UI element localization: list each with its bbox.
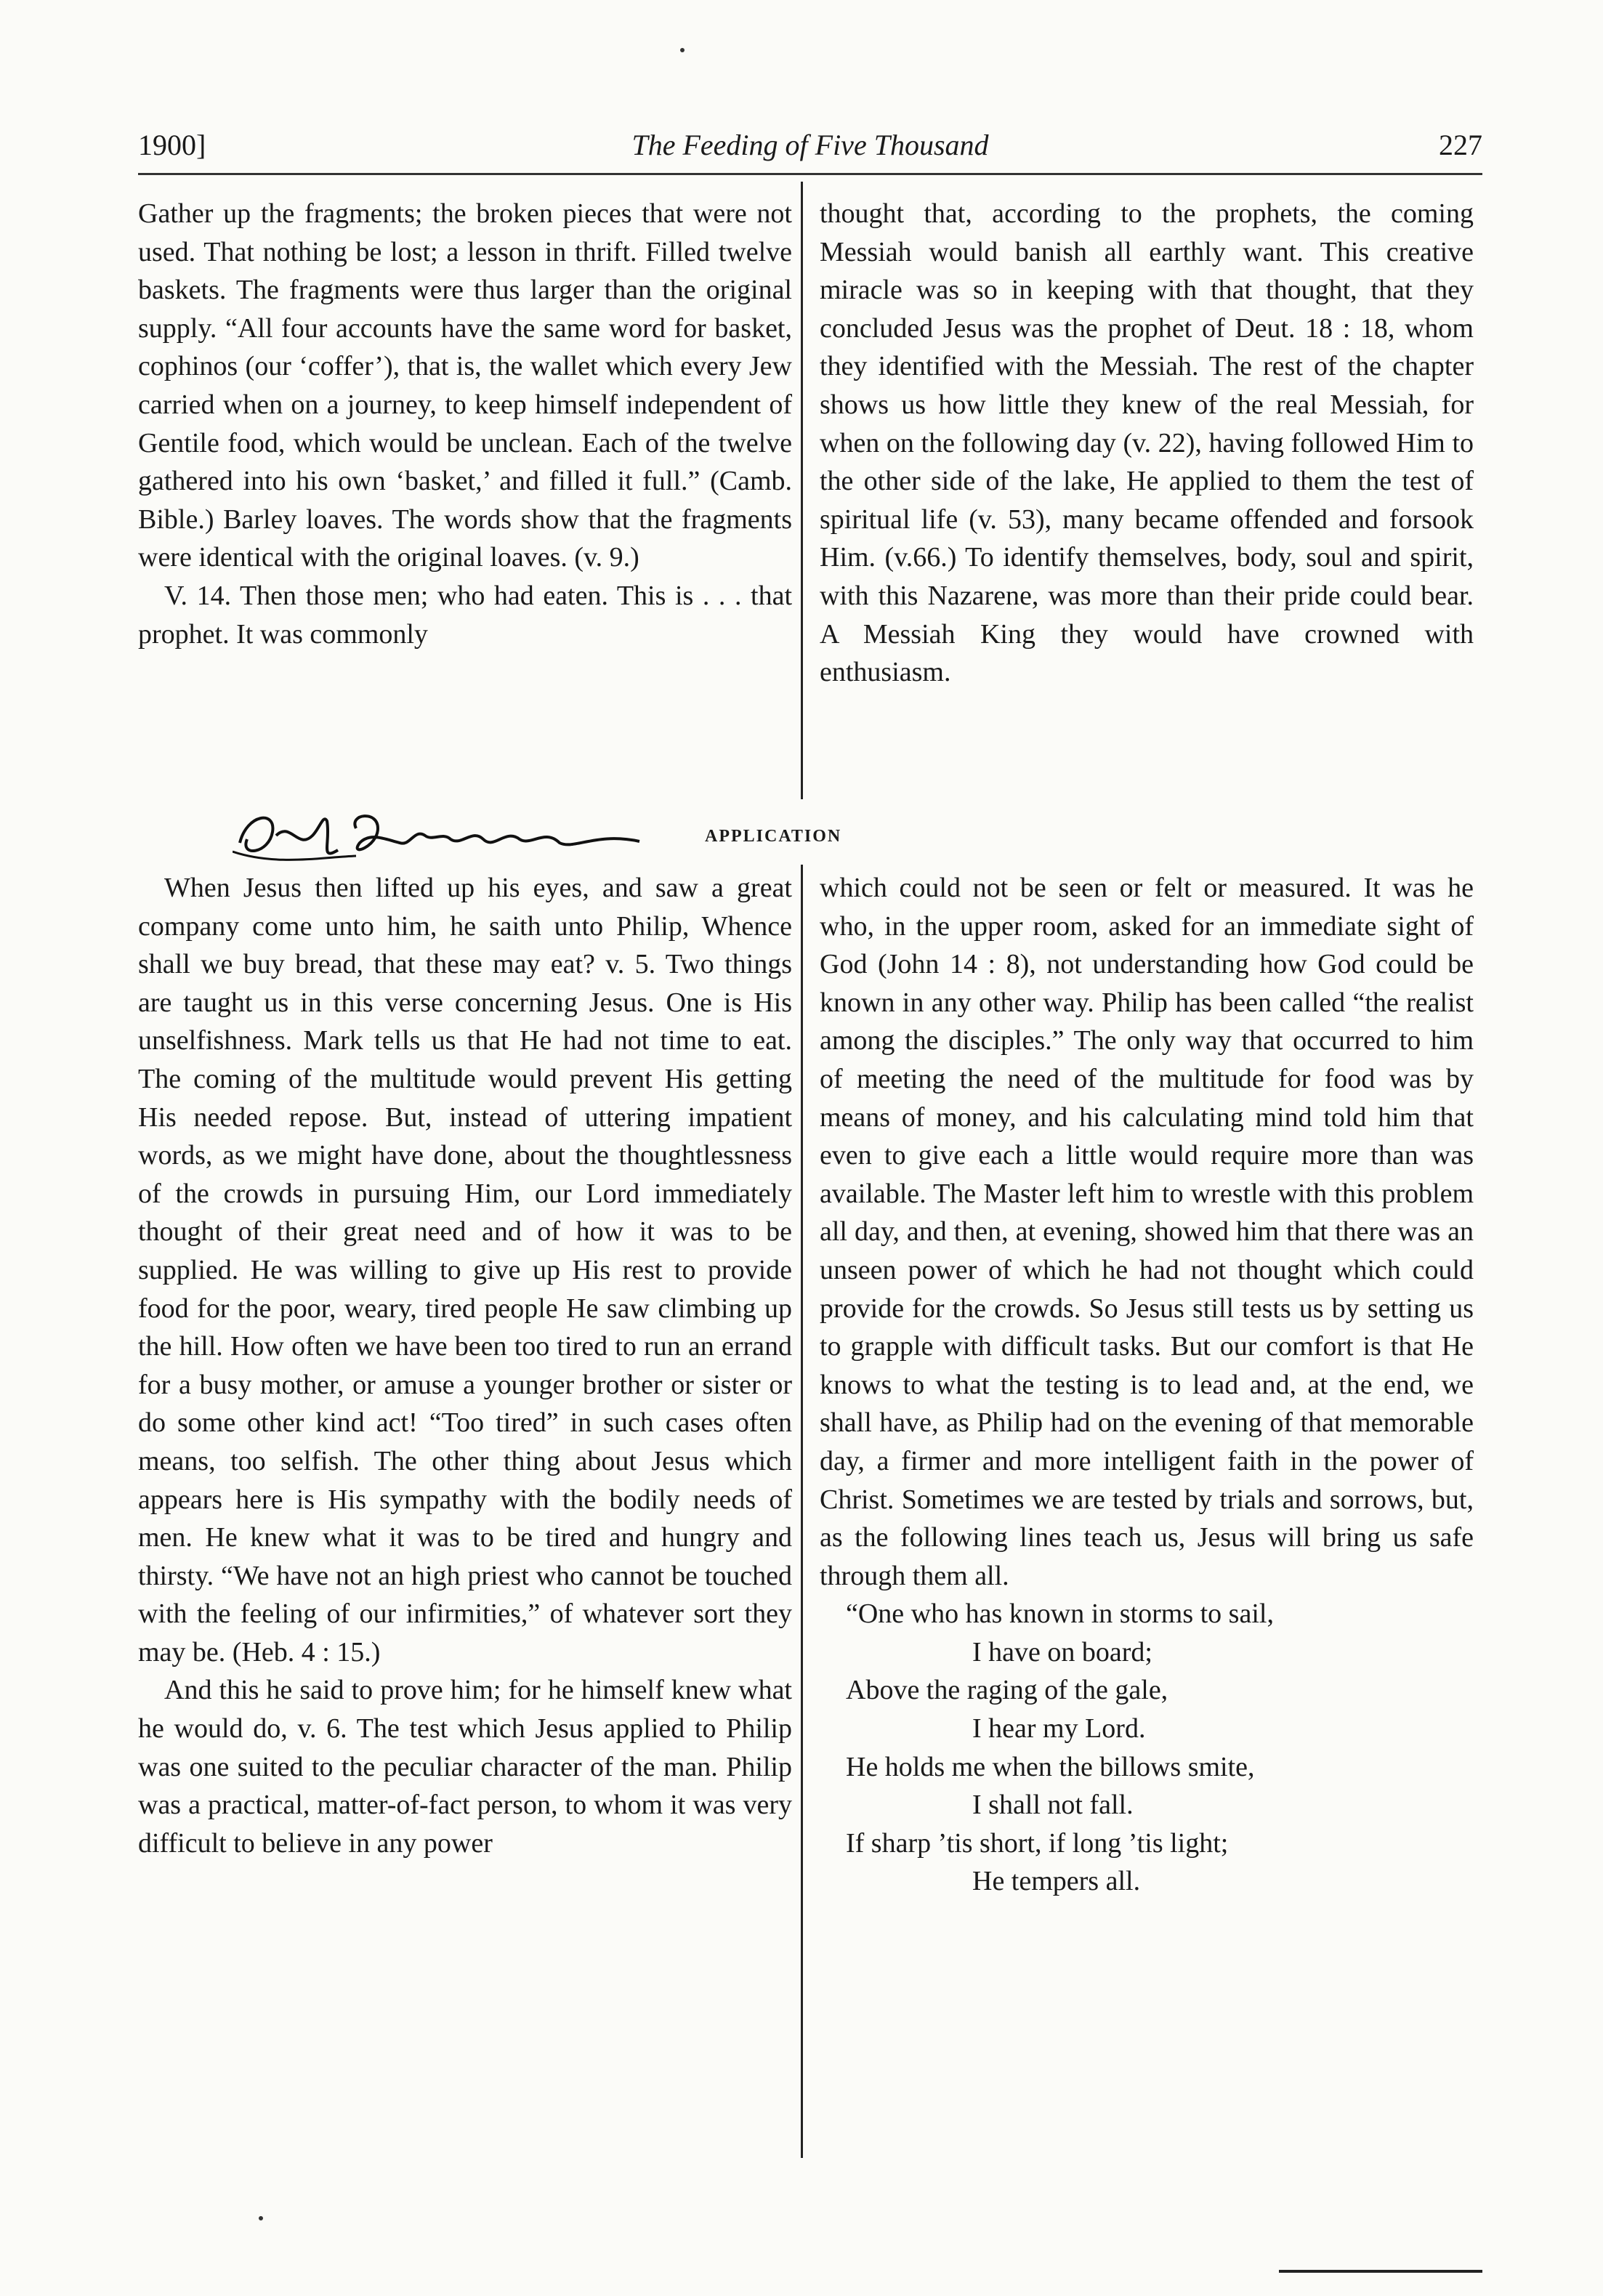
header-rule — [138, 173, 1482, 175]
poem-line: If sharp ’tis short, if long ’tis light; — [846, 1827, 1229, 1859]
poem-line: He holds me when the billows smite, — [846, 1751, 1255, 1782]
column-divider — [801, 182, 803, 799]
poem-line: I shall not fall. — [972, 1790, 1134, 1821]
paragraph: And this he said to prove him; for he himself knew what he would do, v. 6. The test which Jesus applied to Philip was one suited to the peculiar character of the man. Philip was a practical, matter-of-fact person, to whom it was very difficult to believe in any power — [138, 1675, 792, 1859]
header-year: 1900] — [138, 129, 206, 161]
poem-line: Above the raging of the gale, — [846, 1675, 1168, 1706]
column-divider — [801, 865, 803, 2158]
ink-mark — [680, 48, 685, 52]
upper-left-column — [138, 195, 792, 653]
poem — [820, 1595, 1474, 1901]
handwriting-scribble — [233, 799, 683, 868]
paragraph: thought that, according to the prophets, the coming Messiah would banish all earthly want. This creative miracle was so in keeping with that thought, that they concluded Jesus was the prophet of Deut. 18 : 18, whom they identified with the Messiah. The rest of the chapter shows us how little they knew of the real Messiah, for when on the following day (v. 22), having followed Him to the other side of the lake, He applied to them the test of spiritual life (v. 53), many became offended and forsook Him. (v.66.) To identify themselves, body, soul and spirit, with this Nazarene, was more than their pride could bear. A Messiah King they would have crowned with enthusiasm. — [820, 198, 1474, 688]
running-header — [138, 128, 1482, 171]
lower-left-column — [138, 869, 792, 1862]
paragraph: V. 14. Then those men; who had eaten. This is . . . that prophet. It was commonly — [138, 580, 792, 650]
header-title: The Feeding of Five Thousand — [631, 129, 989, 161]
paragraph: When Jesus then lifted up his eyes, and saw a great company come unto him, he saith unto Philip, Whence shall we buy bread, that these may eat? v. 5. Two things are taught us in this verse concerning Jesus. One is His unselfishness. Mark tells us that He had not time to eat. The coming of the multitude would prevent His getting His needed repose. But, instead of uttering impatient words, as we might have done, about the thoughtlessness of the crowds in pursuing Him, our Lord immediately thought of their great need and of how it was to be supplied. He was willing to give up His rest to provide food for the poor, weary, tired people He saw climbing up the hill. How often we have been too tired to run an errand for a busy mother, or amuse a younger brother or sister or do some other kind act! “Too tired” in such cases often means, too selfish. The other thing about Jesus which appears here is His sympathy with the bodily needs of men. He knew what it was to be tired and hungry and thirsty. “We have not an high priest who cannot be touched with the feeling of our infirmities,” of whatever sort they may be. (Heb. 4 : 15.) — [138, 873, 792, 1668]
section-label: APPLICATION — [705, 827, 842, 846]
lower-right-column — [820, 869, 1474, 1901]
poem-line: I have on board; — [972, 1636, 1152, 1668]
paragraph: which could not be seen or felt or measured. It was he who, in the upper room, asked for an immediate sight of God (John 14 : 8), not understanding how God could be known in any other way. Philip has been called “the realist among the disciples.” The only way that occurred to him of meeting the need of the multitude for food was by means of money, and his calculating mind told him that even to give each a little would require more than was available. The Master left him to wrestle with this problem all day, and then, at evening, showed him that there was an unseen power of which he had not thought which could provide for the crowds. So Jesus still tests us by setting us to grapple with difficult tasks. But our comfort is that He knows to what the testing is to lead and, at the end, we shall have, as Philip had on the evening of that memorable day, a firmer and more intelligent faith in the power of Christ. Sometimes we are tested by trials and sorrows, but, as the following lines teach us, Jesus will bring us safe through them all. — [820, 873, 1474, 1591]
bottom-rule — [1279, 2270, 1482, 2273]
page-number: 227 — [1439, 129, 1482, 161]
ink-mark — [259, 2216, 263, 2220]
poem-line: I hear my Lord. — [972, 1713, 1146, 1745]
upper-right-column — [820, 195, 1474, 692]
handwritten-annotation — [233, 799, 683, 868]
poem-line: “One who has known in storms to sail, — [846, 1598, 1274, 1630]
poem-line: He tempers all. — [972, 1866, 1141, 1897]
paragraph: Gather up the fragments; the broken pieces that were not used. That nothing be lost; a lesson in thrift. Filled twelve baskets. The fragments were thus larger than the original supply. “All four accounts have the same word for basket, cophinos (our ‘coffer’), that is, the wallet which every Jew carried when on a journey, to keep himself independent of Gentile food, which would be unclean. Each of the twelve gathered into his own ‘basket,’ and filled it full.” (Camb. Bible.) Barley loaves. The words show that the fragments were identical with the original loaves. (v. 9.) — [138, 198, 792, 573]
